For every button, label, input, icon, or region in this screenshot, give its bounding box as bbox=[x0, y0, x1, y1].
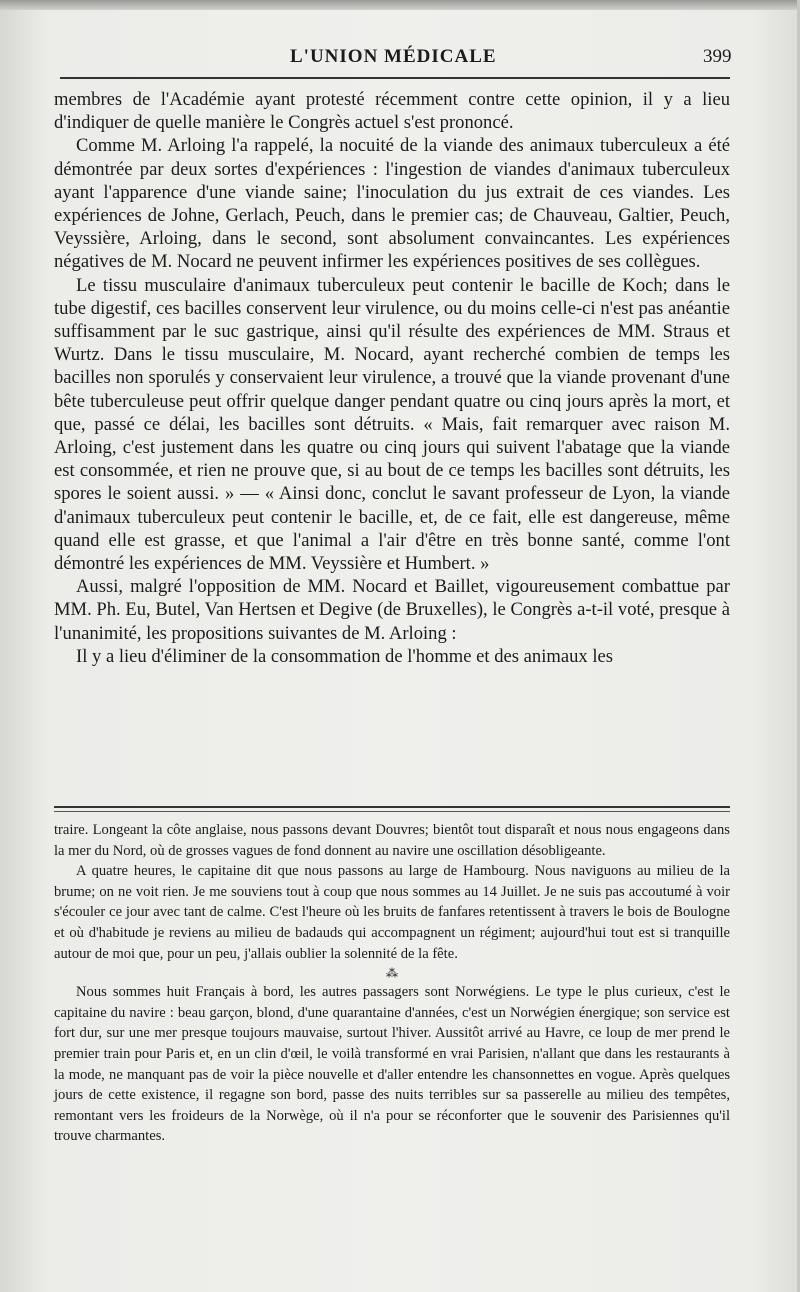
main-text bbox=[54, 88, 730, 668]
main-paragraph: Le tissu musculaire d'animaux tuberculeux peut contenir le bacille de Koch; dans le tube digestif, ces bacilles conservent leur virulence, ou du moins celle-ci n'est pas anéantie suffisamment par le suc gastrique, ainsi qu'il résulte des expériences de MM. Straus et Wurtz. Dans le tissu musculaire, M. Nocard, ayant recherché combien de temps les bacilles non sporulés y conservaient leur virulence, a trouvé que la viande provenant d'une bête tuberculeuse peut offrir quelque danger pendant quatre ou cinq jours après la mort, et que, passé ce délai, les bacilles sont détruits. « Mais, fait remarquer avec raison M. Arloing, c'est justement dans les quatre ou cinq jours qui suivent l'abatage que la viande est consommée, et rien ne prouve que, si au bout de ce temps les bacilles sont détruits, les spores le soient aussi. » — « Ainsi donc, conclut le savant professeur de Lyon, la viande d'animaux tuberculeux peut contenir le bacille, et, de ce fait, elle est dangereuse, même quand elle est grasse, et que l'animal a l'air d'être en très bonne santé, comme l'ont démontré les expériences de MM. Veyssière et Humbert. » bbox=[54, 274, 730, 575]
footnote-paragraph: Nous sommes huit Français à bord, les autres passagers sont Norwégiens. Le type le plus curieux, c'est le capitaine du navire : beau garçon, blond, d'une quarantaine d'années, c'est un Norwégien énergique; son service est fort dur, sur une mer presque toujours mauvaise, surtout l'hiver. Aussitôt arrivé au Havre, ce loup de mer prend le premier train pour Paris et, en un clin d'œil, le voilà transformé en vrai Parisien, n'allant que dans les restaurants à la mode, ne manquant pas de voir la pièce nouvelle et d'aller entendre les chansonnettes en vogue. Après quelques jours de cette existence, il regagne son bord, passe des nuits terribles sur sa passerelle au milieu des tempêtes, remontant vers les froideurs de la Norwège, où il n'a pour se réconforter que le souvenir des Parisiennes qu'il trouve charmantes. bbox=[54, 984, 730, 1145]
main-paragraph: Aussi, malgré l'opposition de MM. Nocard et Baillet, vigoureusement combattue par MM. Ph. Eu, Butel, Van Hertsen et Degive (de Bruxelles), le Congrès a-t-il voté, presque à l'unanimité, les propositions suivantes de M. Arloing : bbox=[54, 576, 730, 644]
footnote-paragraph: traire. Longeant la côte anglaise, nous passons devant Douvres; bientôt tout disparaît et nous nous engageons dans la mer du Nord, où de grosses vagues de fond donnent au navire une oscillation désobligeante. bbox=[54, 822, 730, 859]
footnote-paragraph: A quatre heures, le capitaine dit que nous passons au large de Hambourg. Nous naviguons au milieu de la brume; on ne voit rien. Je me souviens tout à coup que nous sommes au 14 Juillet. Je ne suis pas accoutumé à voir s'écouler ce jour avec tant de calme. C'est l'heure où les bruits de fanfares retentissent à travers le bois de Boulogne et où d'habitude je reviens au milieu de badauds qui accompagnent un régiment; aujourd'hui tout est si tranquille autour de moi que, pour un peu, j'allais oublier la solennité de la fête. bbox=[54, 863, 730, 962]
main-paragraph: Comme M. Arloing l'a rappelé, la nocuité de la viande des animaux tuberculeux a été démontrée par deux sortes d'expériences : l'ingestion de viandes d'animaux tuberculeux ayant l'apparence d'une viande saine; l'inoculation du jus extrait de ces viandes. Les expériences de Johne, Gerlach, Peuch, dans le premier cas; de Chauveau, Galtier, Peuch, Veyssière, Arloing, dans le second, sont absolument convaincantes. Les expériences négatives de M. Nocard ne peuvent infirmer les expériences positives de ses collègues. bbox=[54, 135, 730, 273]
main-paragraph: membres de l'Académie ayant protesté récemment contre cette opinion, il y a lieu d'indiquer de quelle manière le Congrès actuel s'est prononcé. bbox=[54, 89, 730, 134]
scan-top-band bbox=[0, 0, 800, 10]
header-rule bbox=[60, 77, 730, 79]
running-head bbox=[0, 46, 800, 72]
footnote-text bbox=[54, 820, 730, 1147]
asterism-separator: ⁂ bbox=[386, 966, 398, 981]
page-number: 399 bbox=[703, 46, 732, 67]
main-paragraph: Il y a lieu d'éliminer de la consommation de l'homme et des animaux les bbox=[76, 645, 613, 667]
footnote-rule bbox=[54, 806, 730, 812]
journal-title: L'UNION MÉDICALE bbox=[290, 46, 497, 67]
